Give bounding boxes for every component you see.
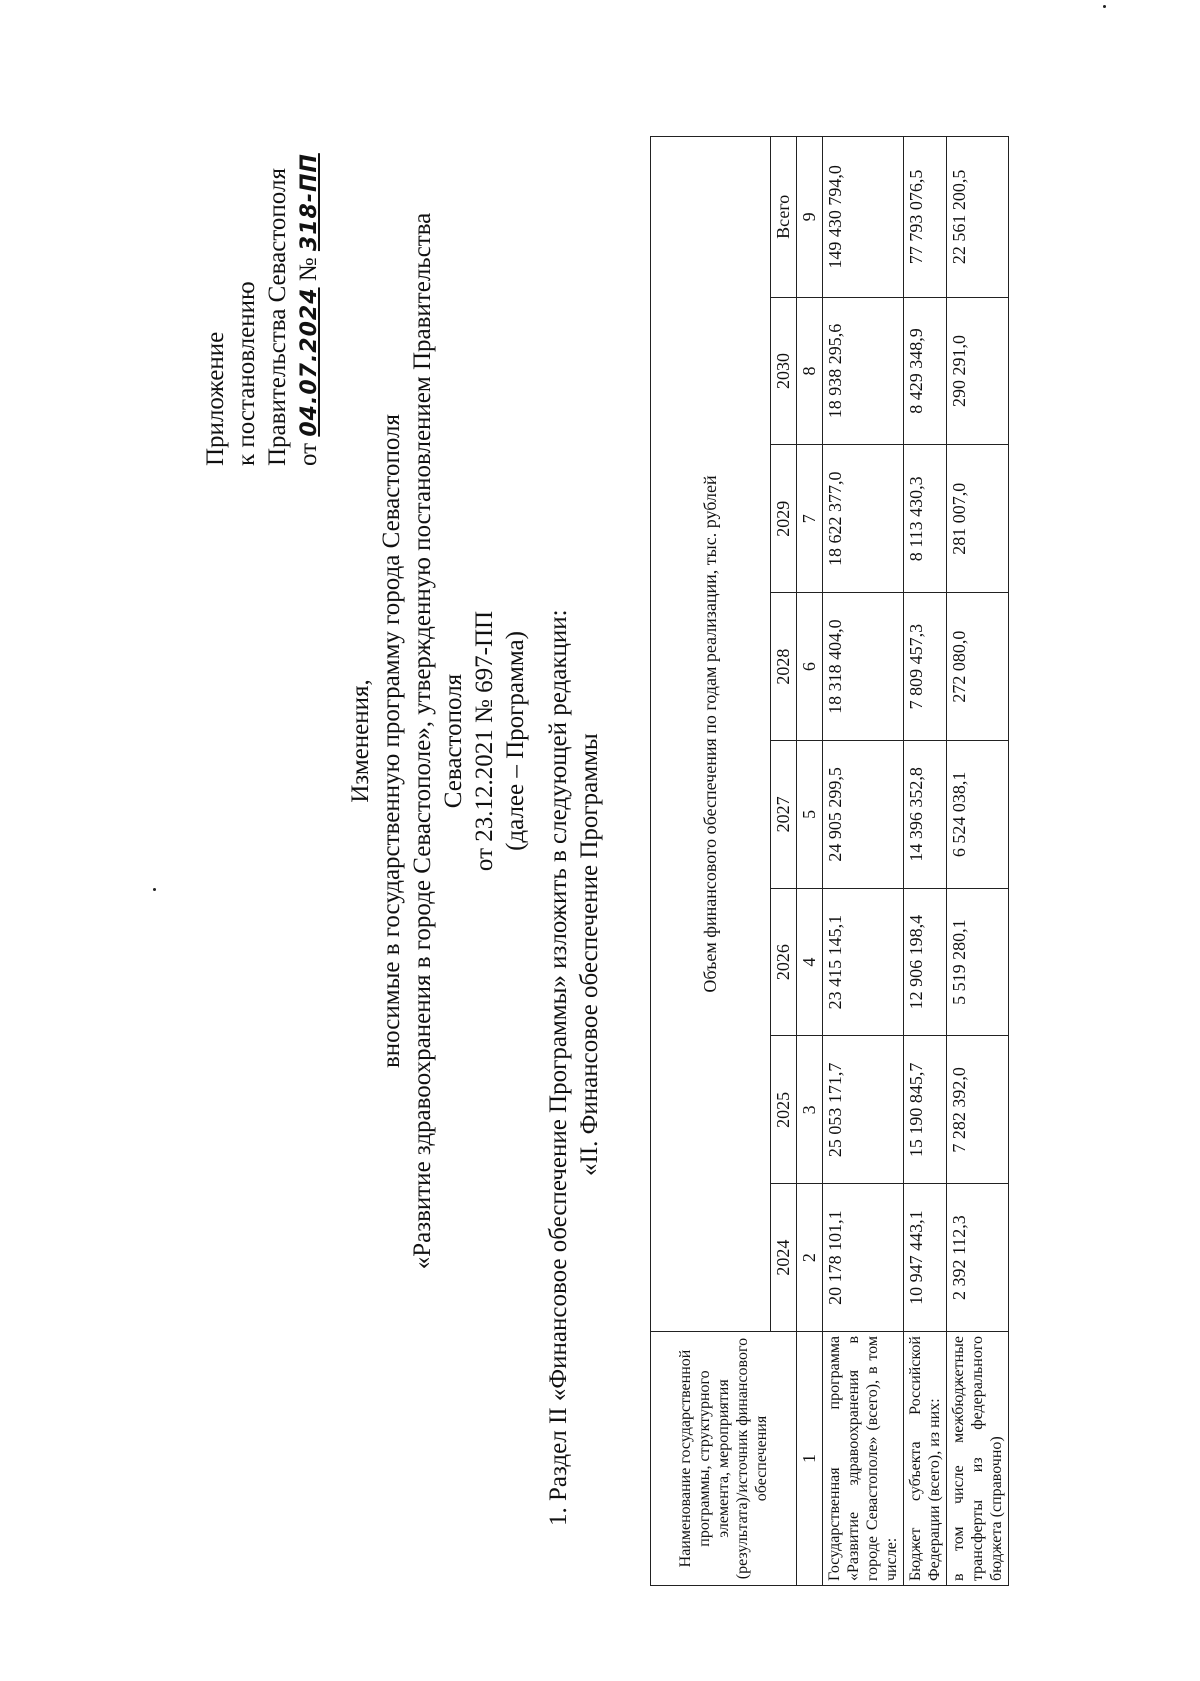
from-label: от: [295, 442, 322, 466]
row-label-program-total: Государственная программа «Развитие здравоохранения в городе Севастополе» (всего), в том числе:: [823, 1332, 904, 1586]
value-cell: 7 282 392,0: [947, 1036, 1009, 1184]
value-cell: 7 809 457,3: [904, 593, 947, 741]
total-cell: 149 430 794,0: [823, 137, 904, 298]
value-cell: 20 178 101,1: [823, 1184, 904, 1332]
table-row: [947, 137, 1009, 1586]
number-label: №: [295, 257, 322, 282]
row-label-federal-transfers: в том числе межбюджетные трансферты из федерального бюджета (справочно): [947, 1332, 1009, 1586]
heading-line-4: от 23.12.2021 № 697-ПП: [471, 610, 498, 872]
volume-column-header: Объем финансового обеспечения по годам реализации, тыс. рублей: [651, 137, 771, 1332]
column-number-row: [797, 137, 823, 1586]
column-number: 8: [797, 297, 823, 445]
year-header: 2024: [771, 1184, 797, 1332]
handwritten-date: 04.07.2024: [297, 287, 322, 437]
financing-table: [650, 136, 1009, 1586]
column-number: 6: [797, 593, 823, 741]
value-cell: 15 190 845,7: [904, 1036, 947, 1184]
name-column-header: Наименование государственной программы, структурного элемента, мероприятия (результата)/источник финансового обеспечения: [651, 1332, 797, 1586]
column-number: 4: [797, 888, 823, 1036]
value-cell: 6 524 038,1: [947, 740, 1009, 888]
year-header: 2027: [771, 740, 797, 888]
value-cell: 18 622 377,0: [823, 445, 904, 593]
appendix-authority: Правительства Севастополя: [264, 168, 291, 466]
column-number: 2: [797, 1184, 823, 1332]
column-number: 1: [797, 1332, 823, 1586]
heading-line-2: вносимые в государственную программу города Севастополя: [378, 414, 405, 1068]
value-cell: 24 905 299,5: [823, 740, 904, 888]
column-number: 9: [797, 137, 823, 298]
value-cell: 12 906 198,4: [904, 888, 947, 1036]
section-instruction: [543, 226, 605, 1526]
year-header: 2026: [771, 888, 797, 1036]
year-header: 2029: [771, 445, 797, 593]
value-cell: 2 392 112,3: [947, 1184, 1009, 1332]
value-cell: 5 519 280,1: [947, 888, 1009, 1036]
value-cell: 281 007,0: [947, 445, 1009, 593]
appendix-reference: к постановлению: [233, 281, 260, 466]
column-number: 7: [797, 445, 823, 593]
column-number: 3: [797, 1036, 823, 1184]
row-label-regional-budget: Бюджет субъекта Российской Федерации (всего), из них:: [904, 1332, 947, 1586]
value-cell: 23 415 145,1: [823, 888, 904, 1036]
table-row: [904, 137, 947, 1586]
total-cell: 77 793 076,5: [904, 137, 947, 298]
heading-line-3: «Развитие здравоохранения в городе Севастополе», утвержденную постановлением Правительства Севастополя: [409, 212, 467, 1270]
heading-line-5: (далее – Программа): [502, 631, 529, 851]
table-header-row: [651, 137, 771, 1586]
value-cell: 18 318 404,0: [823, 593, 904, 741]
value-cell: 25 053 171,7: [823, 1036, 904, 1184]
total-header: Всего: [771, 137, 797, 298]
year-header: 2030: [771, 297, 797, 445]
document-heading: [345, 181, 531, 1301]
appendix-block: [200, 153, 325, 466]
value-cell: 8 113 430,3: [904, 445, 947, 593]
section-line-1: 1. Раздел II «Финансовое обеспечение Программы» изложить в следующей редакции:: [545, 609, 572, 1526]
value-cell: 290 291,0: [947, 297, 1009, 445]
value-cell: 8 429 348,9: [904, 297, 947, 445]
total-cell: 22 561 200,5: [947, 137, 1009, 298]
column-number: 5: [797, 740, 823, 888]
section-line-2: «II. Финансовое обеспечение Программы: [576, 733, 603, 1176]
value-cell: 272 080,0: [947, 593, 1009, 741]
value-cell: 18 938 295,6: [823, 297, 904, 445]
year-header: 2025: [771, 1036, 797, 1184]
table-row: [823, 137, 904, 1586]
handwritten-number: 318-ПП: [297, 153, 322, 252]
value-cell: 10 947 443,1: [904, 1184, 947, 1332]
appendix-title: Приложение: [202, 331, 229, 466]
appendix-date-number: [293, 153, 325, 466]
year-header: 2028: [771, 593, 797, 741]
value-cell: 14 396 352,8: [904, 740, 947, 888]
heading-line-1: Изменения,: [347, 679, 374, 803]
